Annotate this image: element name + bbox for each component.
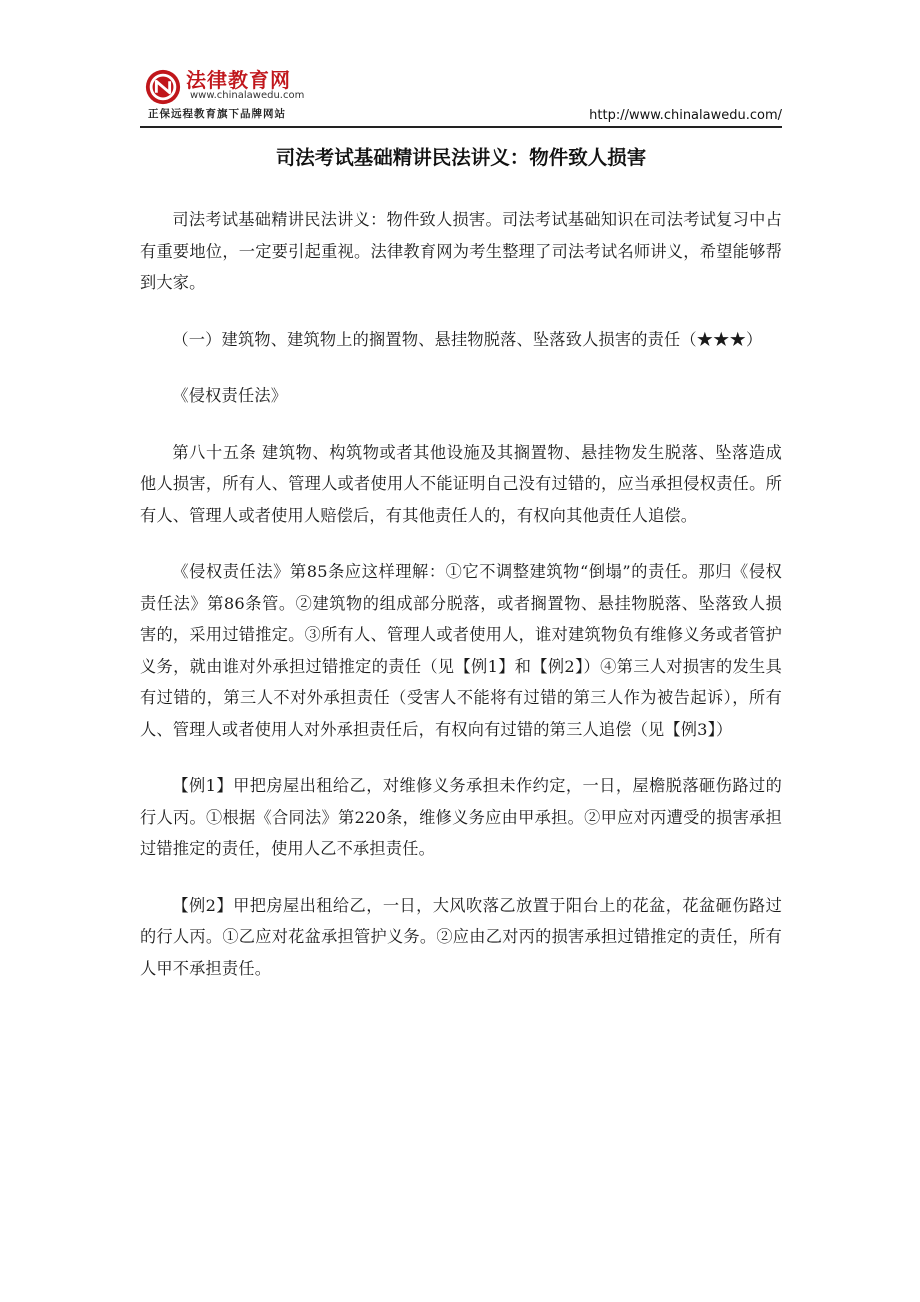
section-heading: （一）建筑物、建筑物上的搁置物、悬挂物脱落、坠落致人损害的责任（★★★） xyxy=(172,329,763,349)
logo-url: www.chinalawedu.com xyxy=(190,90,305,101)
article-85-paragraph: 第八十五条 建筑物、构筑物或者其他设施及其搁置物、悬挂物发生脱落、坠落造成他人损害，所有人、管理人或者使用人不能证明自己没有过错的，应当承担侵权责任。所有人、管理人或者使用人赔偿后，有其他责任人的，有权向其他责任人追偿。 xyxy=(140,442,782,525)
site-logo[interactable] xyxy=(140,62,315,120)
header-divider xyxy=(140,126,782,128)
intro-paragraph: 司法考试基础精讲民法讲义：物件致人损害。司法考试基础知识在司法考试复习中占有重要地位，一定要引起重视。法律教育网为考生整理了司法考试名师讲义，希望能够帮到大家。 xyxy=(140,210,782,292)
example-2-paragraph: 【例2】甲把房屋出租给乙，一日，大风吹落乙放置于阳台上的花盆，花盆砸伤路过的行人丙。①乙应对花盆承担管护义务。②应由乙对丙的损害承担过错推定的责任，所有人甲不承担责任。 xyxy=(140,895,782,978)
page-header xyxy=(140,62,782,128)
document-title: 司法考试基础精讲民法讲义：物件致人损害 xyxy=(275,146,647,169)
interpretation-paragraph: 《侵权责任法》第85条应这样理解：①它不调整建筑物“倒塌”的责任。那归《侵权责任法》第86条管。②建筑物的组成部分脱落，或者搁置物、悬挂物脱落、坠落致人损害的，采用过错推定。③所有人、管理人或者使用人，谁对建筑物负有维修义务或者管护义务，就由谁对外承担过错推定的责任（见【例1】和【例2】）④第三人对损害的发生具有过错的，第三人不对外承担责任（受害人不能将有过错的第三人作为被告起诉），所有人、管理人或者使用人对外承担责任后，有权向有过错的第三人追偿（见【例3】） xyxy=(140,562,782,739)
logo-title: 法律教育网 xyxy=(186,68,291,92)
document-body xyxy=(140,204,782,1009)
example-1-paragraph: 【例1】甲把房屋出租给乙，对维修义务承担未作约定，一日，屋檐脱落砸伤路过的行人丙。①根据《合同法》第220条，维修义务应由甲承担。②甲应对丙遭受的损害承担过错推定的责任，使用人乙不承担责任。 xyxy=(140,776,782,858)
logo-slogan: 正保远程教育旗下品牌网站 xyxy=(148,108,286,120)
law-name: 《侵权责任法》 xyxy=(172,386,288,405)
site-url-link[interactable]: http://www.chinalawedu.com/ xyxy=(589,108,782,123)
logo-emblem-icon xyxy=(144,68,182,106)
